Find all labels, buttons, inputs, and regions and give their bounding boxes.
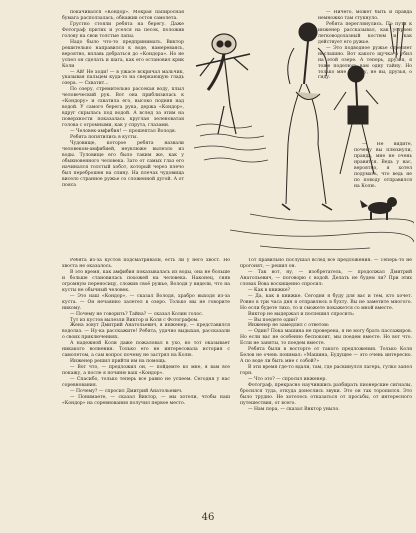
paragraph: Тот правильно послушал вслед все предложения. — Теперь-то не прогонят, — решил он. [240, 258, 412, 269]
paragraph: Инженер решил прийти им на помощь. [70, 359, 167, 365]
paragraph: покачивался «Кондор». Мокрая папиросная бумага расползалась, обнажив остов самолета. [62, 10, 184, 21]
page-number: 46 [201, 512, 215, 523]
paragraph: — Понимаете, — сказал Виктор, — мы хотели, чтобы наш «Кондор» на соревнования получил первое место. [62, 394, 230, 406]
paragraph: Грустно стояли ребята на берегу. Даже Фотограф притих и уселся на песок, положив голову на свои толстые лапы. [62, 21, 184, 39]
text-column-right-top [318, 10, 412, 142]
paragraph: — Не видите, почему вы плюхнули, правда, мне не очень нравится. Ведь у вас, вероятно, я хотел подумать, что ведь не по поводу отправился на Колю. [354, 142, 412, 189]
paragraph: — Нам пора, — сказал Виктор уныло. [248, 406, 340, 412]
text-column-left-bottom [62, 258, 230, 518]
paragraph: Фотограф, прекрасно научившись разбирать пионерские сигналы, бросился туда, откуда донеслись звуки. Это он так торопился. Это было трудно. Не хотелось отказаться от просьбы, от интересного путешествия, от всего. [240, 383, 412, 406]
paragraph: Тут из кустов вылезли Виктор и Коля с Фотографом. [70, 317, 199, 323]
paragraph: Ребята попятились в кусты. [70, 135, 138, 141]
paragraph: — Да, как в книжке. Сегодня я буду для вас и тем, кто хочет. Ровно в три часа дня я отправлюсь в бухту. Вы не заметите многого. Но если будете тихо, то и сможете покажется со мной вместе. [240, 293, 412, 311]
paragraph: — Почему не говорить? Тайна? — сказал Колин голос. [70, 311, 204, 317]
paragraph: — Почему? — спросил Дмитрий Анатольевич. [70, 388, 183, 394]
paragraph: — Как в книжке? [248, 287, 290, 293]
paragraph: В эти время где-то вдали, там, где раскинулся лагерь, гулко запел горн. [240, 365, 412, 377]
paragraph: — Что это? — спросил инженер. [248, 377, 327, 383]
paragraph: — Так вот, ну, — изобретатель, — продолжал Дмитрий Анатольевич, — поговорю с водой. Делать не будем ли? При этих словах Вова восхищенно спросил: [240, 269, 412, 287]
paragraph: — Это подводное ружье стреляет неслышно. Вот какого щучка в убил на этой озере. А теперь, друзья, я тоже поделюсь вам одну тайну. Но только мне самому, не вы, друзья, о гиду. [318, 45, 412, 81]
diver-figure [196, 34, 250, 134]
paragraph: Инженер не замедлил с ответом: [248, 323, 330, 329]
paragraph: Надо было что-то предпринимать. Виктор решительно направился к воде, намереваясь, вероятно, вплавь добраться до «Кондора». Но не успел он сделать и шага, как его остановил крик Коли [62, 39, 184, 69]
paragraph: — Вы поедете один? [248, 317, 298, 323]
paragraph: Ребята были в восторге от такого предложения. Только Коля Белов не очень понимал: «Машина, Будущее — это очень интересно. А по воде ли быть мне с собой?» [240, 347, 412, 365]
paragraph: Ребята переглянулись. По пути к инженер рассказывал, как устроен легководолазный костюм и как действует его ружье. [318, 21, 412, 45]
paragraph: — Человек-амфибия! — прошептал Володя. [70, 129, 177, 135]
paragraph: — Ничего, может быть и правда немножко там стукнуло. [318, 10, 412, 21]
paragraph: А надежной Коли даже пожаловал в ухо, но тот оказывает никакого волнения. Только его не интересовала история с самолетом, а сам вопрос почему не застрял на Колю. [62, 341, 230, 359]
text-column-right-bottom [240, 258, 412, 518]
paragraph: В это время, как амфибия показывалась из воды, она не больше и больше становилась похожей на человека. Наконец, сняв огромную переносицу, сложив своё ружье, Володя у видели, что на кусты не обычный человек. [62, 269, 230, 293]
paragraph: — Один? Пока машина не проверена, я не могу брать пассажиров. Но если вас не особенно беспокоит, мы поедем вместе. Но вот что. Если не заняты, то поедем вместе. [240, 329, 412, 347]
paragraph: Чудовище, которое ребята назвали человеком-амфибией, неуклюже вылезло из воды. Туловище его было таким же, как у обыкновенного человека. Зато от самых глаз его начинался толстый хобот, который через плечо был переброшен на спину. На плечах чудовища висело странное ружье со сложенной дугой. А от пояса [62, 140, 184, 188]
paragraph: — Спасибо, только теперь все равно не успеем. Сегодня у нас соревнования. [62, 377, 230, 389]
text-column-right-mid [354, 142, 412, 246]
paragraph: — Ай! Не ходи! — в ужасе вскричал мальчик, указывая пальцем куда-то на сверкающую гладь озера. — Схватит... [62, 69, 184, 87]
paragraph: Ребята из-за кустов подсматривали, есть ли у него хвост. Но хвоста не оказалось. [62, 258, 230, 269]
paragraph: Виктор не выдержал и поспешил спросить: [248, 311, 355, 317]
paragraph: — Это наш «Кондор», — сказал Володя, храбро выходя из-за куста. — Он нечаянно залетел в озеро. Только мы не говорите никому. [62, 293, 230, 311]
paragraph: — Вот что, — предложил он, — пойдемте ко мне, я вам все покажу, а после я починю ваш «Кондор». [62, 365, 230, 377]
paragraph: По озеру, стремительно рассекая воду, плыл человеческий рук. Вот она приблизилась к «Кондору» и схватила его, высоко подняв над водой. У самого берега рука, держа «Кондор», вдруг скрылась под водой. А вслед за этим на поверхности показалась круглая зеленоватая голова с огромными, как у спрута, глазами. [62, 87, 184, 129]
text-column-left-top [62, 10, 184, 208]
paragraph: Жена зовут Дмитрий Анатольевич, я инженер, — представился водолаз. — Ну-ка расскажите! Ребята, удачно выдыхая, рассказали о своих приключениях. [62, 323, 230, 341]
